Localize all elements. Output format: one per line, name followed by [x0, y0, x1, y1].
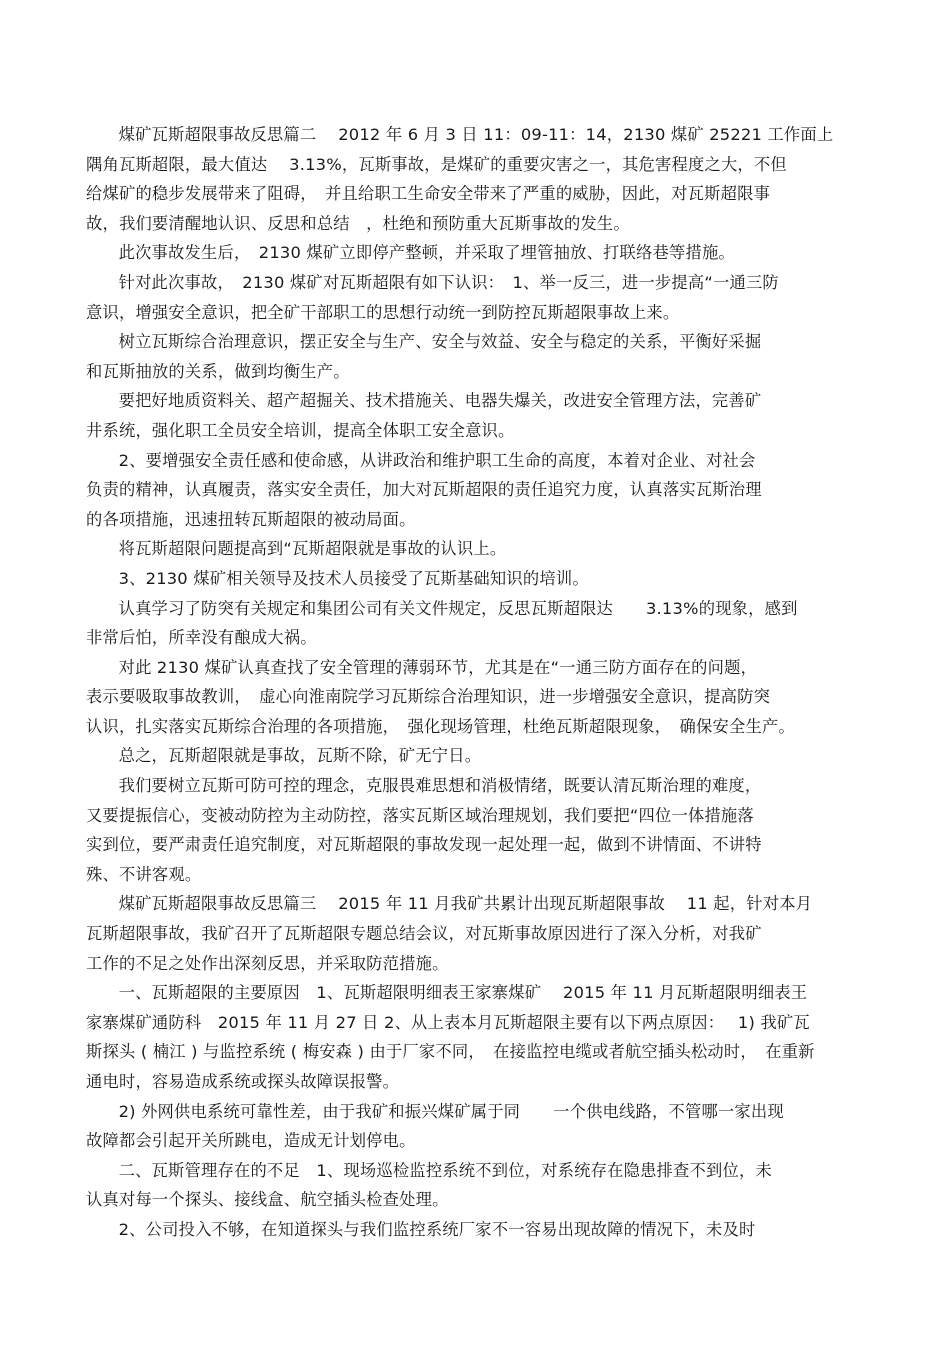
text-line: 针对此次事故， 2130 煤矿对瓦斯超限有如下认识： 1、举一反三，进一步提高“一通三防	[118, 272, 779, 292]
text-line: 又要提振信心，变被动防控为主动防控，落实瓦斯区域治理规划，我们要把“四位一体措施落	[86, 805, 754, 825]
text-line: 一、瓦斯超限的主要原因 1、瓦斯超限明细表王家寨煤矿 2015 年 11 月瓦斯超限明细表王	[118, 983, 808, 1003]
text-line: 认识，扎实落实瓦斯综合治理的各项措施， 强化现场管理，杜绝瓦斯超限现象， 确保安全生产。	[86, 716, 795, 736]
text-line: 此次事故发生后， 2130 煤矿立即停产整顿，并采取了埋管抽放、打联络巷等措施。	[118, 243, 735, 263]
text-line: 隅角瓦斯超限，最大值达 3.13%，瓦斯事故，是煤矿的重要灾害之一，其危害程度之大，不但	[86, 154, 787, 174]
text-line: 2) 外网供电系统可靠性差，由于我矿和振兴煤矿属于同 一个供电线路，不管哪一家出现	[118, 1101, 784, 1121]
text-line: 2、公司投入不够，在知道探头与我们监控系统厂家不一容易出现故障的情况下，未及时	[118, 1219, 756, 1239]
text-line: 斯探头 ( 楠江 ) 与监控系统 ( 梅安森 ) 由于厂家不同， 在接监控电缆或者航空插头松动时， 在重新	[86, 1042, 815, 1062]
text-line: 2、要增强安全责任感和使命感，从讲政治和维护职工生命的高度，本着对企业、对社会	[118, 450, 756, 470]
text-line: 实到位，要严肃责任追究制度，对瓦斯超限的事故发现一起处理一起，做到不讲情面、不讲特	[86, 835, 762, 855]
text-line: 3、2130 煤矿相关领导及技术人员接受了瓦斯基础知识的培训。	[118, 568, 589, 588]
text-line: 煤矿瓦斯超限事故反思篇三 2015 年 11 月我矿共累计出现瓦斯超限事故 11 起，针对本月	[118, 894, 813, 914]
text-line: 工作的不足之处作出深刻反思，并采取防范措施。	[86, 953, 449, 973]
text-line: 给煤矿的稳步发展带来了阻碍， 并且给职工生命安全带来了严重的威胁，因此，对瓦斯超限事	[86, 184, 771, 204]
text-line: 故障都会引起开关所跳电，造成无计划停电。	[86, 1131, 416, 1151]
text-line: 我们要树立瓦斯可防可控的理念，克服畏难思想和消极情绪，既要认清瓦斯治理的难度，	[118, 776, 762, 796]
text-line: 对此 2130 煤矿认真查找了安全管理的薄弱环节，尤其是在“一通三防方面存在的问题，	[118, 657, 758, 677]
text-line: 的各项措施，迅速扭转瓦斯超限的被动局面。	[86, 509, 416, 529]
text-line: 瓦斯超限事故，我矿召开了瓦斯超限专题总结会议，对瓦斯事故原因进行了深入分析，对我矿	[86, 924, 762, 944]
text-line: 要把好地质资料关、超产超掘关、技术措施关、电器失爆关，改进安全管理方法，完善矿	[118, 391, 762, 411]
text-line: 将瓦斯超限问题提高到“瓦斯超限就是事故的认识上。	[118, 539, 507, 559]
text-line: 总之，瓦斯超限就是事故，瓦斯不除，矿无宁日。	[118, 746, 482, 766]
text-line: 煤矿瓦斯超限事故反思篇二 2012 年 6 月 3 日 11：09-11：14，2130 煤矿 25221 工作面上	[118, 125, 834, 144]
text-line: 殊、不讲客观。	[86, 864, 202, 884]
text-line: 家寨煤矿通防科 2015 年 11 月 27 日 2、从上表本月瓦斯超限主要有以下两点原因： 1) 我矿瓦	[86, 1012, 810, 1032]
text-line: 和瓦斯抽放的关系，做到均衡生产。	[86, 361, 350, 381]
document-body	[86, 120, 866, 1245]
text-line: 故，我们要清醒地认识、反思和总结 ，杜绝和预防重大瓦斯事故的发生。	[86, 213, 630, 233]
text-line: 表示要吸取事故教训， 虚心向淮南院学习瓦斯综合治理知识，进一步增强安全意识，提高防突	[86, 687, 771, 707]
text-line: 二、瓦斯管理存在的不足 1、现场巡检监控系统不到位，对系统存在隐患排查不到位，未	[118, 1160, 772, 1180]
text-block	[86, 120, 866, 1245]
text-line: 通电时，容易造成系统或探头故障误报警。	[86, 1072, 400, 1091]
text-line: 意识，增强安全意识，把全矿干部职工的思想行动统一到防控瓦斯超限事故上来。	[86, 302, 680, 322]
text-line: 树立瓦斯综合治理意识，摆正安全与生产、安全与效益、安全与稳定的关系，平衡好采掘	[118, 332, 762, 352]
text-line: 井系统，强化职工全员安全培训，提高全体职工安全意识。	[86, 420, 515, 440]
text-line: 非常后怕，所幸没有酿成大祸。	[86, 628, 317, 648]
text-line: 负责的精神，认真履责，落实安全责任，加大对瓦斯超限的责任追究力度，认真落实瓦斯治理	[86, 480, 762, 500]
text-line: 认真学习了防突有关规定和集团公司有关文件规定，反思瓦斯超限达 3.13%的现象，感到	[118, 598, 798, 618]
text-line: 认真对每一个探头、接线盒、航空插头检查处理。	[86, 1190, 449, 1210]
